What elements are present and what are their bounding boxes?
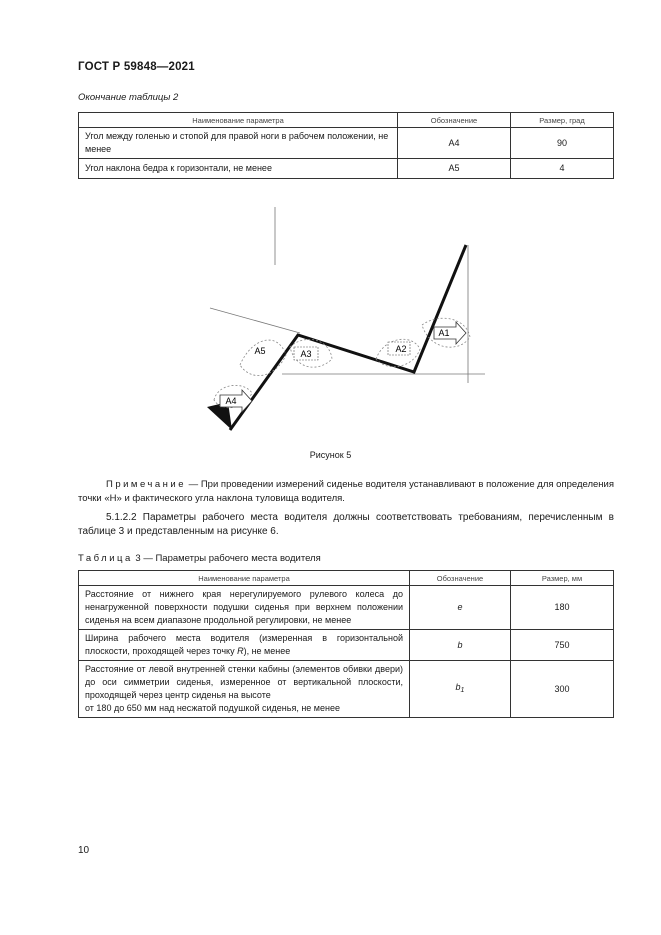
param-value: 4 [511,159,614,179]
table3 [78,570,614,718]
column-header: Обозначение [410,571,511,586]
param-value: 750 [511,630,614,661]
table-row [79,630,614,661]
table2-caption: Окончание таблицы 2 [78,92,179,103]
label-a1: A1 [438,328,450,338]
param-name [79,661,410,718]
column-header: Наименование параметра [79,571,410,586]
table3-caption [78,553,321,564]
param-symbol: b [410,630,511,661]
column-header: Наименование параметра [79,113,398,128]
label-a2: A2 [395,344,407,354]
note-paragraph [78,478,614,506]
table-row [79,586,614,630]
param-name-line: Расстояние от левой внутренней стенки кабины (элементов обивки двери) до оси симметрии сиденья, измеренное от вертикальной плоскости, проходящей через центр сиденья на высоте [85,664,403,700]
param-value: 300 [511,661,614,718]
table-header-row [79,113,614,128]
point-r: R [237,646,244,656]
param-value: 90 [511,128,614,159]
a1-arrow-box [434,322,466,344]
table-row [79,128,614,159]
param-name [79,630,410,661]
param-name: Угол между голенью и стопой для правой ноги в рабочем положении, не менее [79,128,398,159]
param-name: Угол наклона бедра к горизонтали, не менее [79,159,398,179]
param-name: Расстояние от нижнего края нерегулируемого рулевого колеса до ненагруженной поверхности подушки сиденья при верхнем положении сиденья на всем диапазоне продольной регулировки, не менее [79,586,410,630]
param-name-part: Ширина рабочего места водителя (измеренная в горизонтальной плоскости, проходящей через точку [85,633,403,656]
symbol-base: b [455,682,461,692]
table-row [79,159,614,179]
body-segments [230,245,466,430]
thigh-reference-line [210,308,300,333]
table2 [78,112,614,179]
table3-caption-text: 3 — Параметры рабочего места водителя [135,553,321,564]
page-number: 10 [78,845,90,856]
document-header: ГОСТ Р 59848—2021 [78,61,195,73]
note-label: Примечание [106,479,186,490]
param-symbol: A5 [398,159,511,179]
figure-5-diagram [190,205,490,445]
table-header-row [79,571,614,586]
label-a5: A5 [254,346,266,356]
label-a4: A4 [225,396,237,406]
param-value: 180 [511,586,614,630]
param-symbol: A4 [398,128,511,159]
column-header: Обозначение [398,113,511,128]
param-symbol [410,661,511,718]
label-a3: A3 [300,349,312,359]
note-text: — При проведении измерений сиденье водителя устанавливают в положение для определения точки «Н» и фактического угла наклона туловища водителя. [78,479,614,504]
table-row [79,661,614,718]
param-symbol: e [410,586,511,630]
column-header: Размер, мм [511,571,614,586]
column-header: Размер, град [511,113,614,128]
section-paragraph: 5.1.2.2 Параметры рабочего места водителя должны соответствовать требованиям, перечисленным в таблице 3 и представленным на рисунке 6. [78,512,614,537]
symbol-subscript: 1 [460,687,465,694]
figure-caption: Рисунок 5 [309,450,352,460]
table3-caption-label: Таблица [78,553,133,564]
param-name-part: ), не менее [243,646,291,656]
param-name-line: от 180 до 650 мм над несжатой подушкой сиденья, не менее [85,703,340,713]
